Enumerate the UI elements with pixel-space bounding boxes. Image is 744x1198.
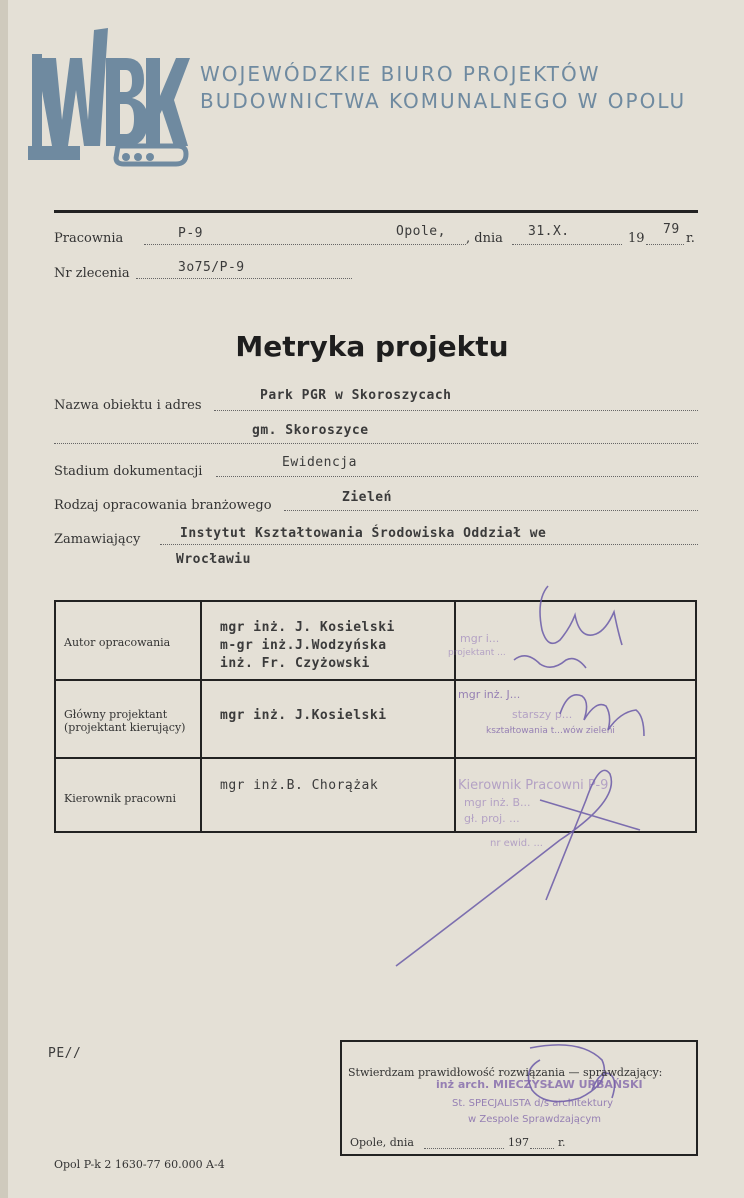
rodzaj-label: Rodzaj opracowania branżowego [54,498,272,513]
row-label-glowny: Główny projektant (projektant kierujący) [64,708,186,734]
kierownik-name: mgr inż.B. Chorążak [220,778,379,793]
autor-stamp-line1: mgr i... [460,632,500,645]
org-name-line1: WOJEWÓDZKIE BIURO PROJEKTÓW [200,62,601,86]
year-prefix: 19 [628,231,645,246]
obiekt-value-line2: gm. Skoroszyce [252,423,369,438]
verification-box [340,1040,698,1156]
row-label-kierownik: Kierownik pracowni [64,792,176,805]
zamawiajacy-value-line1: Instytut Kształtowania Środowiska Oddział we [180,526,547,541]
verify-stamp-line2: St. SPECJALISTA d/s architektury [452,1098,614,1109]
zamawiajacy-value-line2: Wrocławiu [176,552,251,567]
stadium-label: Stadium dokumentacji [54,464,203,479]
autor-stamp-line2: projektant ... [448,648,506,658]
pracownia-label: Pracownia [54,231,124,246]
kierownik-stamp-line2: mgr inż. B... [464,796,531,809]
autor-name-3: inż. Fr. Czyżowski [220,656,370,671]
zlecenie-value: 3o75/P-9 [178,260,245,275]
year-suffix: r. [686,231,695,246]
zamawiajacy-label: Zamawiający [54,532,141,547]
pe-mark: PE// [48,1046,82,1061]
verify-stamp-line3: w Zespole Sprawdzającym [468,1114,602,1125]
pracownia-value: P-9 [178,226,203,241]
verify-text: Stwierdzam prawidłowość rozwiązania — sprawdzający: [348,1066,663,1079]
glowny-name: mgr inż. J.Kosielski [220,708,387,723]
verify-year-suffix: r. [558,1136,566,1149]
kierownik-stamp-line3: gł. proj. ... [464,812,520,825]
verify-year-prefix: 197 [508,1136,529,1149]
row-label-autor: Autor opracowania [64,636,171,649]
stadium-value: Ewidencja [282,455,357,470]
kierownik-stamp-line1: Kierownik Pracowni P-9 [458,778,609,793]
document-title: Metryka projektu [235,330,509,363]
opole-label: Opole, dnia [350,1136,414,1149]
zlecenie-label: Nr zlecenia [54,266,130,281]
obiekt-label: Nazwa obiektu i adres [54,398,202,413]
form-footer: Opol P-k 2 1630-77 60.000 A-4 [54,1158,225,1171]
rodzaj-value: Zieleń [342,490,392,505]
glowny-stamp-line2: starszy p... [512,708,573,721]
org-name-line2: BUDOWNICTWA KOMUNALNEGO W OPOLU [200,89,687,113]
verify-stamp-line1: inż arch. MIECZYSŁAW URBAŃSKI [436,1078,643,1091]
kierownik-stamp-line4: nr ewid. ... [490,838,543,849]
autor-name-2: m-gr inż.J.Wodzyńska [220,638,387,653]
autor-name-1: mgr inż. J. Kosielski [220,620,395,635]
glowny-stamp-line1: mgr inż. J... [458,688,521,701]
year-value: 79 [663,222,680,237]
city-value: Opole, [396,224,446,239]
glowny-stamp-line3: kształtowania t...wów zieleni [486,726,615,736]
date-value: 31.X. [528,224,570,239]
obiekt-value-line1: Park PGR w Skoroszycach [260,388,452,403]
dnia-label: , dnia [466,231,503,246]
